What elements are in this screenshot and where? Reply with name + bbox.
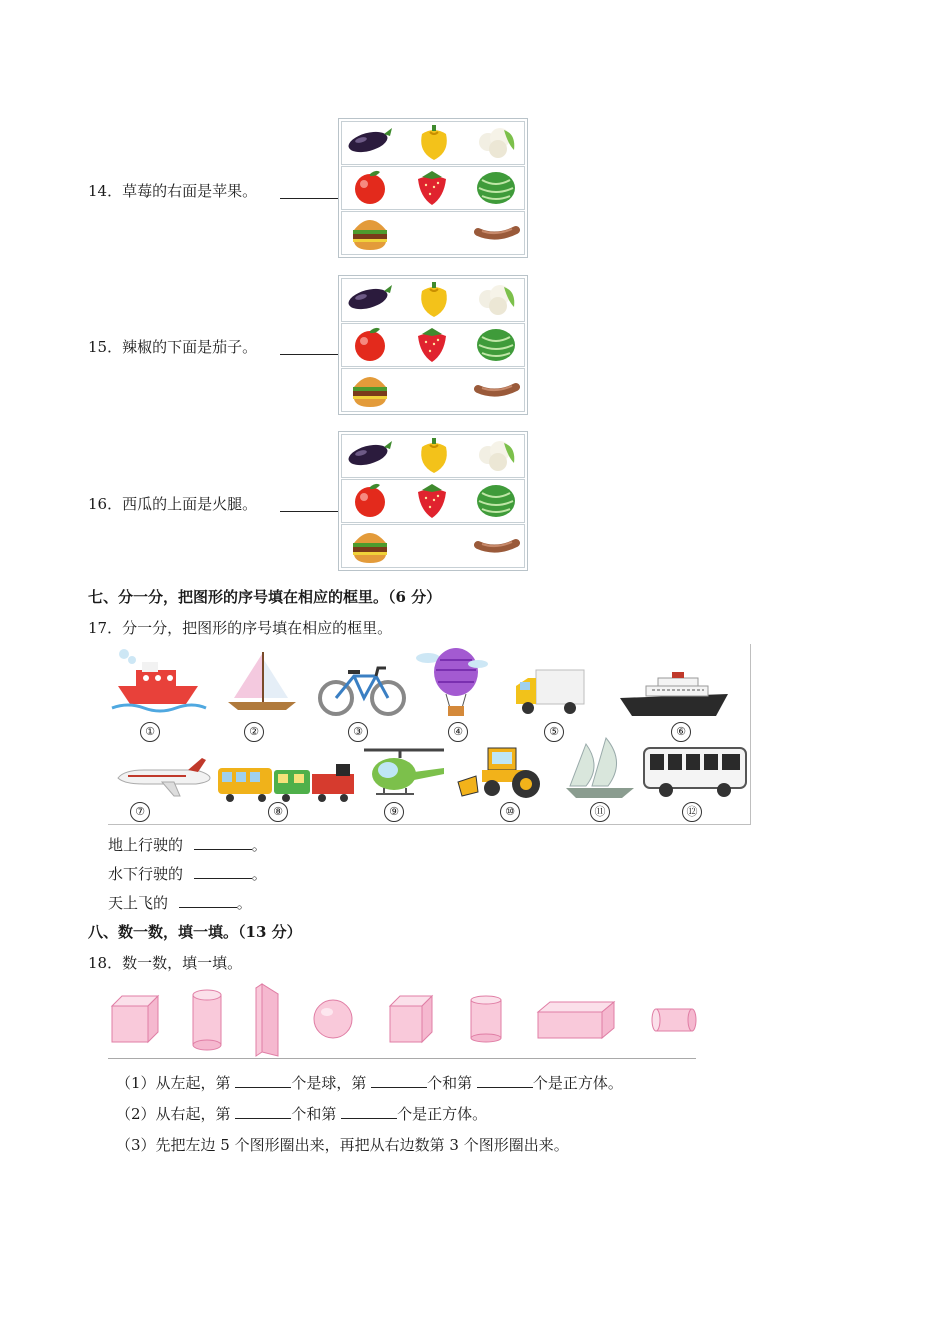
part-text: 个和第	[427, 1074, 473, 1092]
vehicle-number: ⑩	[500, 802, 520, 822]
eggplant-icon	[346, 433, 392, 477]
cauliflower-icon	[474, 279, 520, 323]
grid-row-1	[341, 121, 525, 165]
food-grid-15	[338, 275, 528, 415]
sausage-icon	[474, 523, 520, 567]
grid-row-2	[341, 166, 525, 210]
answer-blank-14[interactable]	[280, 197, 338, 199]
grid-row-2	[341, 323, 525, 367]
grid-row-3	[341, 368, 525, 412]
vehicle-number: ⑫	[682, 802, 702, 822]
vehicle-number: ④	[448, 722, 468, 742]
cauliflower-icon	[474, 122, 520, 166]
question-14	[88, 180, 257, 201]
sky-vehicles-line	[108, 892, 252, 913]
vehicle-picture	[108, 644, 751, 825]
water-vehicles-line	[108, 863, 267, 884]
answer-blank-sphere[interactable]	[235, 1086, 291, 1088]
question-15	[88, 336, 257, 357]
burger-icon	[348, 210, 394, 254]
vehicle-number: ①	[140, 722, 160, 742]
strawberry-icon	[410, 165, 456, 209]
watermelon-icon	[474, 166, 520, 210]
question-text: 西瓜的上面是火腿。	[122, 495, 258, 513]
vehicle-number: ②	[244, 722, 264, 742]
period: 。	[236, 894, 252, 912]
bulldozer-icon	[456, 742, 548, 802]
part-text: 个是正方体。	[532, 1074, 623, 1092]
pepper-icon	[412, 279, 458, 323]
question-number: 16．	[88, 495, 123, 513]
period: 。	[251, 865, 267, 883]
cube-icon	[386, 992, 436, 1046]
vehicle-number: ⑨	[384, 802, 404, 822]
answer-blank-cube-1[interactable]	[371, 1086, 427, 1088]
burger-icon	[348, 523, 394, 567]
tall-prism-icon	[254, 982, 280, 1058]
vehicle-number: ⑪	[590, 802, 610, 822]
shapes-baseline	[108, 1058, 696, 1059]
cauliflower-icon	[474, 435, 520, 479]
grid-row-2	[341, 479, 525, 523]
watermelon-icon	[474, 479, 520, 523]
question-18-part-3: （3）先把左边 5 个图形圈出来，再把从右边数第 3 个图形圈出来。	[116, 1136, 569, 1154]
food-grid-16	[338, 431, 528, 571]
vehicle-number: ⑤	[544, 722, 564, 742]
sausage-icon	[474, 210, 520, 254]
question-18-part-2	[116, 1103, 487, 1124]
eggplant-icon	[346, 277, 392, 321]
part-text: （2）从右起，第	[116, 1105, 231, 1123]
ground-label: 地上行驶的	[108, 836, 184, 854]
period: 。	[251, 836, 267, 854]
apple-icon	[348, 478, 394, 522]
apple-icon	[348, 322, 394, 366]
part-text: 个是球，第	[291, 1074, 367, 1092]
cuboid-icon	[536, 1000, 618, 1040]
grid-row-3	[341, 524, 525, 568]
vehicle-number: ③	[348, 722, 368, 742]
question-18: 18．数一数，填一填。	[88, 954, 243, 972]
apple-icon	[348, 165, 394, 209]
ground-answer-blank[interactable]	[194, 848, 252, 850]
part-text: 个是正方体。	[397, 1105, 488, 1123]
cruise-ship-icon	[618, 672, 730, 722]
sailboat-icon	[222, 650, 302, 714]
vehicle-number: ⑥	[671, 722, 691, 742]
vehicle-number: ⑧	[268, 802, 288, 822]
answer-blank-right-cube-1[interactable]	[235, 1117, 291, 1119]
ground-vehicles-line	[108, 834, 267, 855]
question-text: 辣椒的下面是茄子。	[122, 338, 258, 356]
grid-row-1	[341, 278, 525, 322]
question-number: 15．	[88, 338, 123, 356]
answer-blank-15[interactable]	[280, 353, 338, 355]
answer-blank-16[interactable]	[280, 510, 338, 512]
grid-row-1	[341, 434, 525, 478]
part-text: （1）从左起，第	[116, 1074, 231, 1092]
balloon-icon	[414, 646, 494, 722]
question-number: 14．	[88, 182, 123, 200]
grid-row-3	[341, 211, 525, 255]
section-8-title: 八、数一数，填一填。（13 分）	[88, 923, 302, 941]
pepper-icon	[412, 122, 458, 166]
vehicle-number: ⑦	[130, 802, 150, 822]
section-7-title: 七、分一分，把图形的序号填在相应的框里。（6 分）	[88, 588, 442, 606]
strawberry-icon	[410, 478, 456, 522]
water-answer-blank[interactable]	[194, 877, 252, 879]
pepper-icon	[412, 435, 458, 479]
airplane-icon	[114, 752, 214, 798]
helicopter-icon	[358, 744, 450, 802]
part-text: 个和第	[291, 1105, 337, 1123]
eggplant-icon	[346, 120, 392, 164]
question-18-part-1	[116, 1072, 623, 1093]
sky-answer-blank[interactable]	[179, 906, 237, 908]
sky-label: 天上飞的	[108, 894, 169, 912]
cylinder-icon	[468, 994, 504, 1044]
food-grid-14	[338, 118, 528, 258]
small-cylinder-icon	[650, 1006, 698, 1034]
bicycle-icon	[316, 660, 408, 720]
question-text: 草莓的右面是苹果。	[122, 182, 258, 200]
sausage-icon	[474, 367, 520, 411]
water-label: 水下行驶的	[108, 865, 184, 883]
answer-blank-cube-2[interactable]	[477, 1086, 533, 1088]
sphere-icon	[312, 998, 354, 1040]
ship-icon	[108, 644, 208, 714]
question-17: 17．分一分，把图形的序号填在相应的框里。	[88, 619, 393, 637]
truck-icon	[512, 666, 588, 722]
bus-icon	[642, 744, 748, 800]
cylinder-icon	[190, 988, 224, 1052]
strawberry-icon	[410, 322, 456, 366]
burger-icon	[348, 367, 394, 411]
question-16	[88, 493, 257, 514]
watermelon-icon	[474, 323, 520, 367]
train-icon	[216, 760, 358, 804]
sailing-ship-icon	[562, 736, 640, 802]
cube-icon	[108, 992, 162, 1046]
answer-blank-right-cube-2[interactable]	[341, 1117, 397, 1119]
